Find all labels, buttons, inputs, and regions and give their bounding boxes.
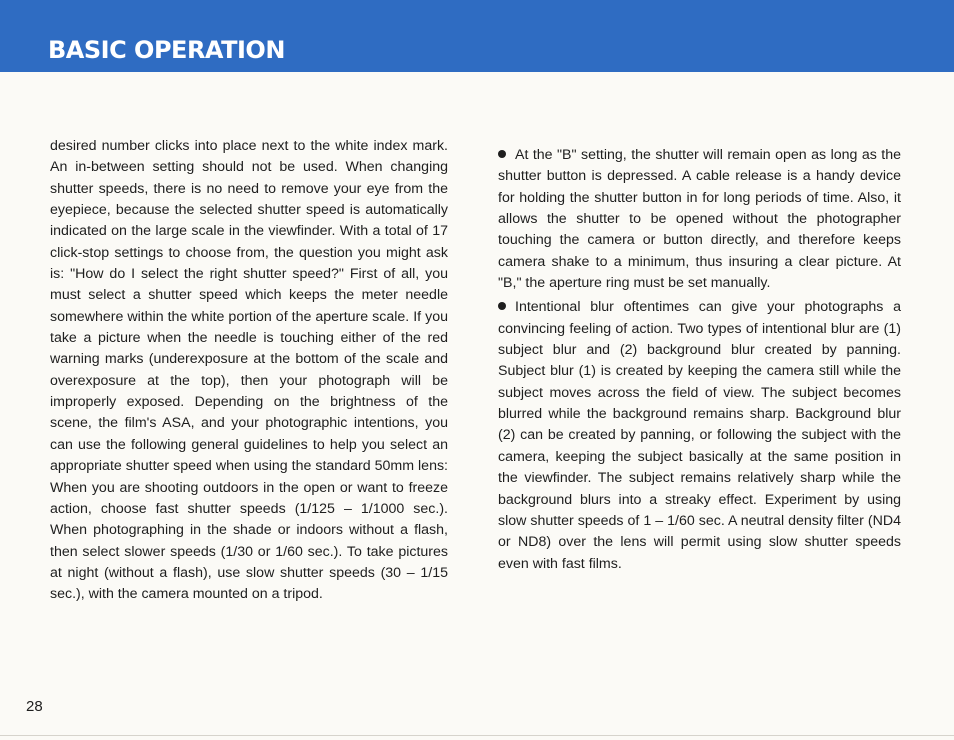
page-number: 28 xyxy=(26,698,43,715)
bullet-icon xyxy=(498,302,506,310)
right-column xyxy=(498,145,901,578)
bullet-text: Intentional blur oftentimes can give your photographs a convincing feeling of action. Two types of intentional blur are (1) subject blur and (2) background blur created by panning. Subject blur (1) is created by keeping the camera still while the subject moves across the field of view. The subject becomes blurred while the background remains sharp. Background blur (2) can be created by panning, or following the subject with the camera, keeping the subject basically at the same position in the viewfinder. The subject remains relatively sharp while the background blurs into a streaky effect. Experiment by using slow shutter speeds of 1 – 1/60 sec. A neutral density filter (ND4 or ND8) over the lens will permit using slow shutter speeds even with fast films. xyxy=(498,299,901,572)
bullet-paragraph-b-setting xyxy=(498,145,901,294)
body-paragraph: desired number clicks into place next to the white index mark. An in-between setting should not be used. When changing shutter speeds, there is no need to remove your eye from the eyepiece, because the selected shutter speed is automatically indicated on the large scale in the viewfinder. With a total of 17 click-stop settings to choose from, the question you might ask is: "How do I select the right shutter speed?" First of all, you must select a shutter speed which keeps the meter needle somewhere within the white portion of the aperture scale. If you take a picture when the needle is touching either of the red warning marks (underexposure at the bottom of the scale and overexposure at the top), then your photograph will be improperly exposed. Depending on the brightness of the scene, the film's ASA, and your photographic intentions, you can use the following general guidelines to help you select an appropriate shutter speed when using the standard 50mm lens: When you are shooting outdoors in the open or want to freeze action, choose fast shutter speeds (1/125 – 1/1000 sec.). When photographing in the shade or indoors without a flash, then select slower speeds (1/30 or 1/60 sec.). To take pictures at night (without a flash), use slow shutter speeds (30 – 1/15 sec.), with the camera mounted on a tripod. xyxy=(50,138,448,603)
bullet-icon xyxy=(498,150,506,158)
bullet-text: At the "B" setting, the shutter will remain open as long as the shutter button is depressed. A cable release is a handy device for holding the shutter button in for long periods of time. Also, it allows the shutter to be opened without the photographer touching the camera or button directly, and therefore keeps camera shake to a minimum, thus insuring a clear picture. At "B," the aperture ring must be set manually. xyxy=(498,147,901,292)
page-edge-divider xyxy=(0,735,954,736)
header-band xyxy=(0,0,954,72)
left-column xyxy=(50,136,448,609)
bullet-paragraph-intentional-blur xyxy=(498,297,901,574)
section-title: BASIC OPERATION xyxy=(48,36,285,64)
